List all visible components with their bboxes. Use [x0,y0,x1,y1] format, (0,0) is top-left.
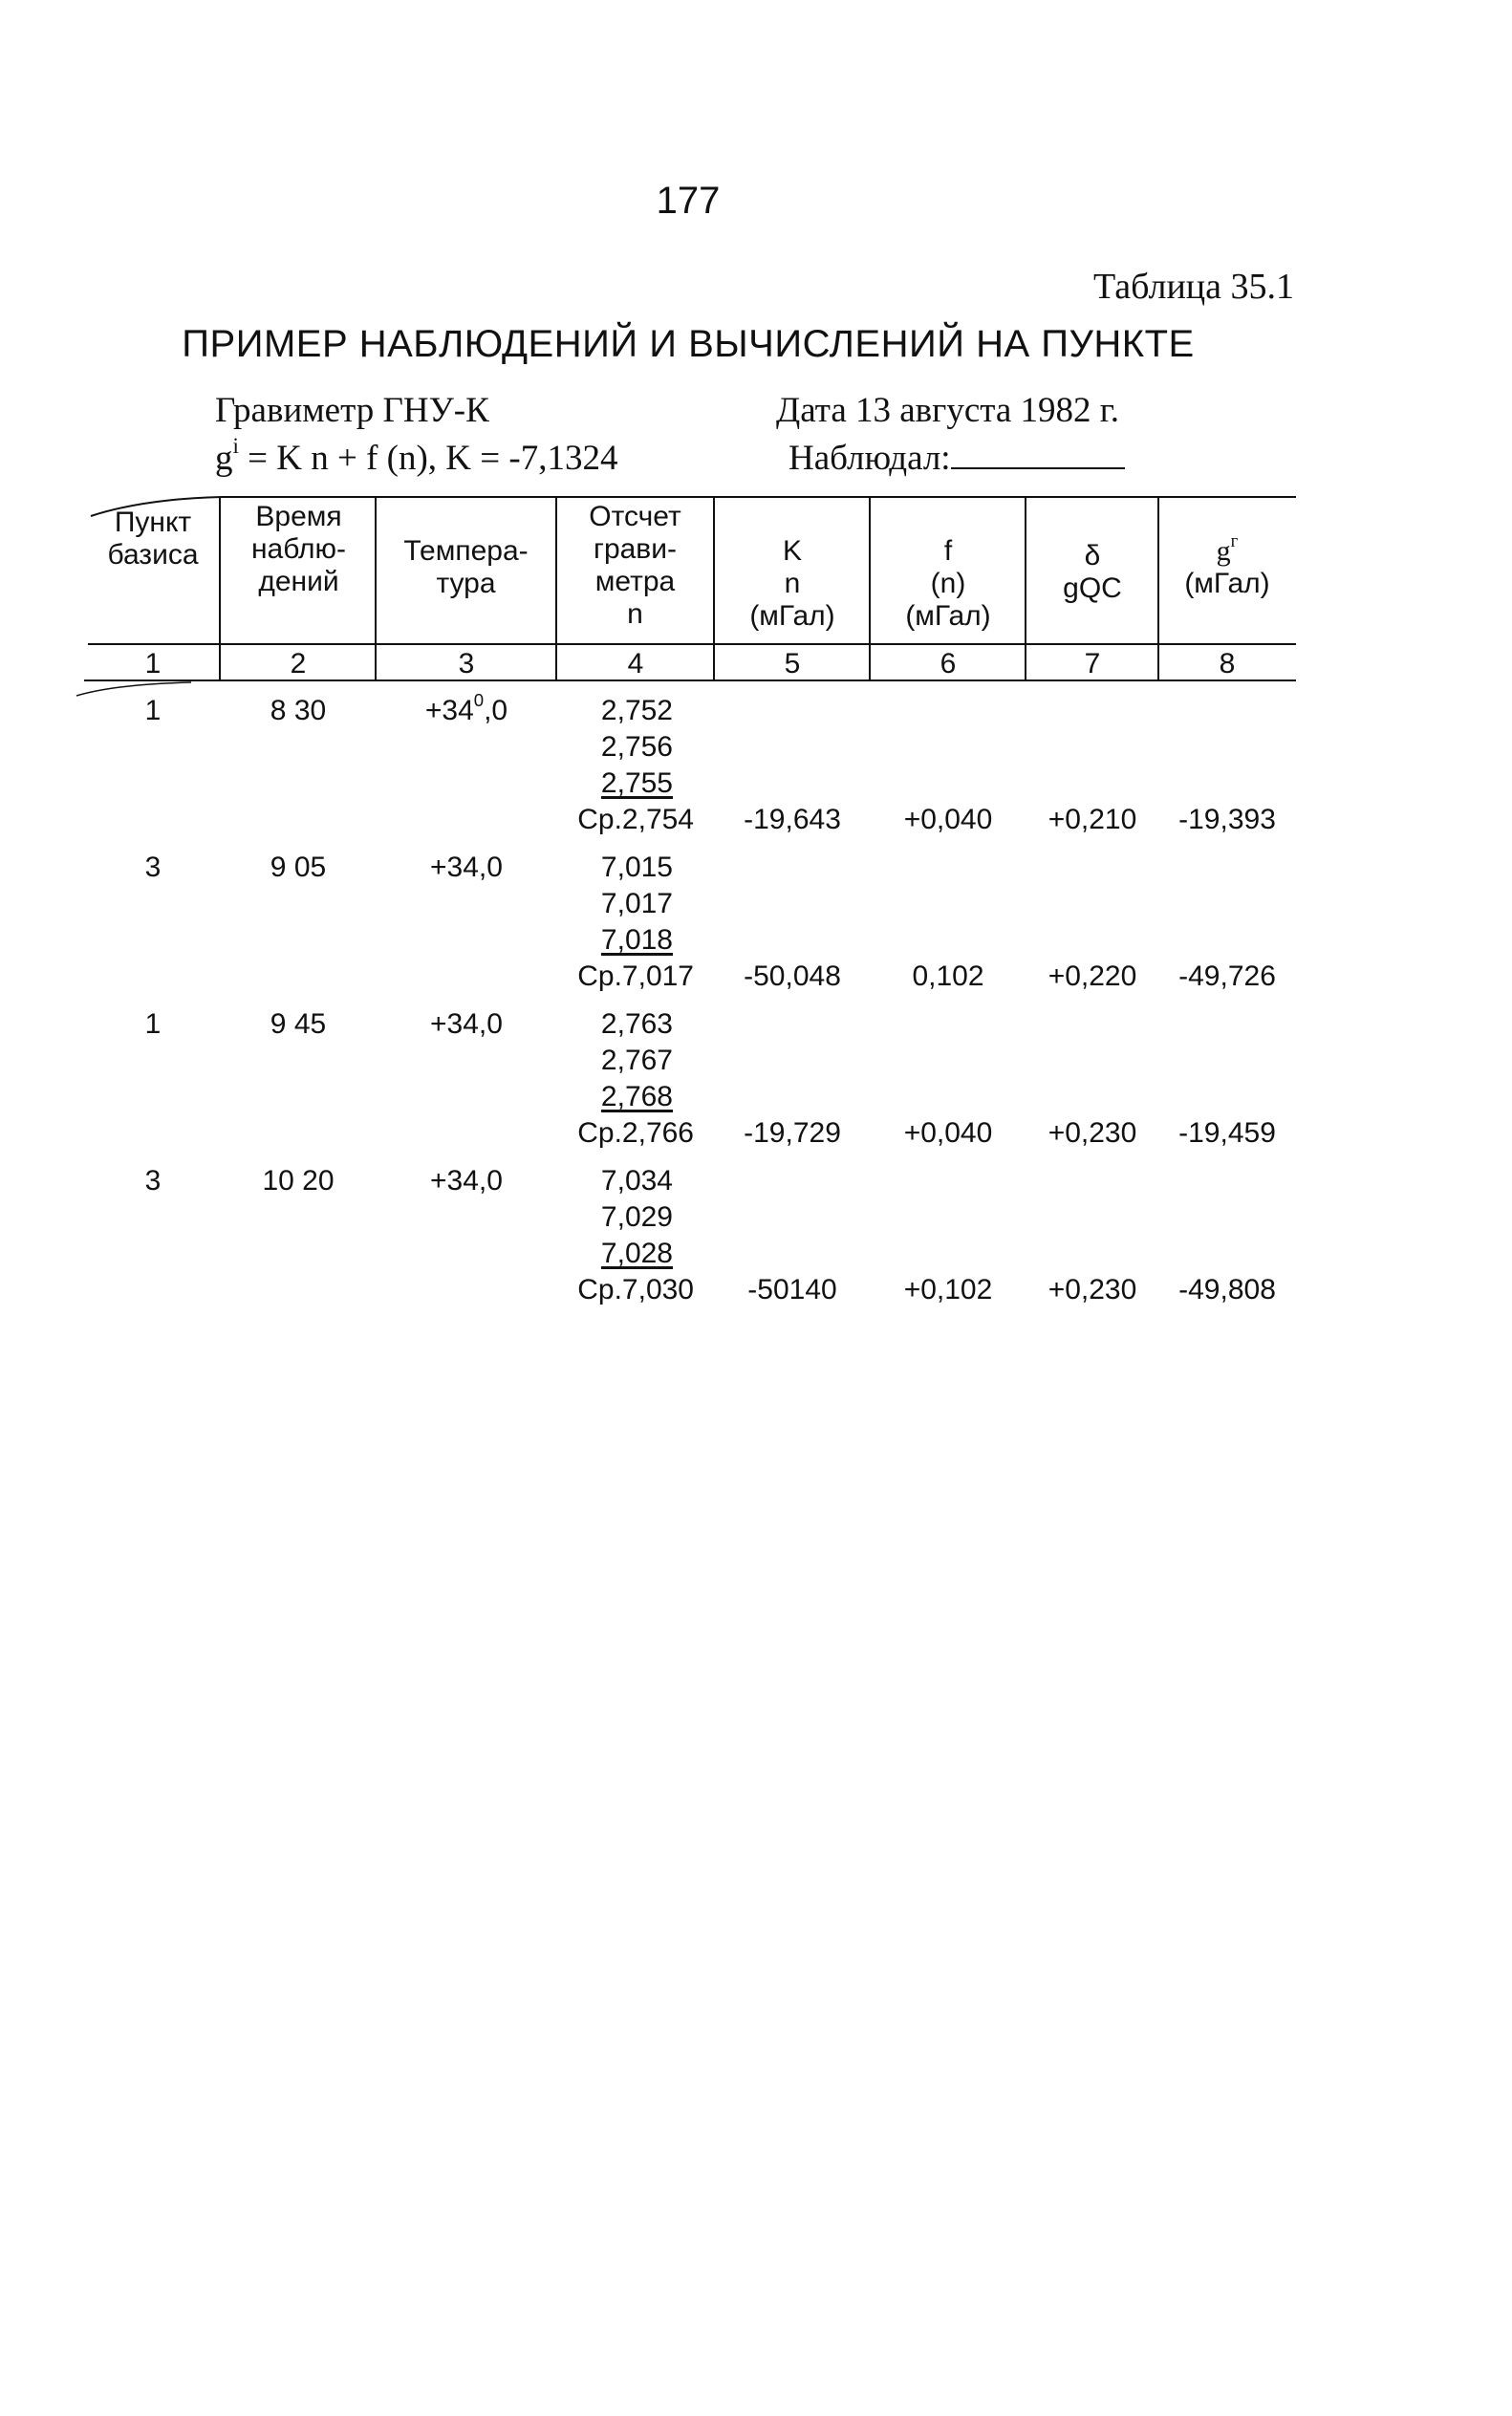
row-temperature [378,851,555,885]
reading-1: 2,752 [600,695,673,726]
row-time: 8 30 [270,695,327,726]
col-number-8: 8 [1219,648,1236,680]
row-point: 1 [144,695,162,726]
row-point: 1 [144,1008,162,1040]
reading-2: 7,017 [600,888,673,919]
row-temperature-value: +34 [424,695,474,726]
row-temperature-value: +34,0 [430,1165,503,1197]
reading-mean: Ср.2,754 [577,804,694,835]
row-temperature-value: +34,0 [430,852,503,883]
row-temperature-tail: ,0 [484,695,508,726]
reading-3: 2,768 [600,1081,673,1112]
row-time: 9 05 [270,852,327,883]
row-kn: -19,643 [744,804,841,835]
header-g-superscript: г [1230,531,1239,552]
reading-3: 2,755 [600,767,673,799]
row-g: -19,393 [1178,804,1276,835]
header-g-unit: (мГал) [1184,568,1270,599]
col-number-6: 6 [940,648,957,680]
reading-3: 7,028 [600,1238,673,1269]
header-g-letter: g [1216,535,1231,567]
page-number: 177 [656,180,721,222]
reading-2: 2,756 [600,731,673,763]
reading-mean: Ср.2,766 [577,1117,694,1149]
reading-1: 2,763 [600,1008,673,1040]
formula-rest: = K n + f (n), K = -7,1324 [238,439,618,478]
row-time: 10 20 [262,1165,335,1197]
gravimeter-label: Гравиметр ГНУ-К [215,391,489,430]
row-dg: +0,210 [1048,804,1137,835]
col-number-5: 5 [784,648,801,680]
row-g: -49,726 [1178,960,1276,992]
reading-1: 7,015 [600,852,673,883]
row-point: 3 [144,1165,162,1197]
row-fn: 0,102 [912,960,984,992]
row-dg: +0,230 [1048,1274,1137,1305]
col-number-3: 3 [458,648,475,680]
row-temperature [378,1007,555,1042]
header-dg: δ gQC [1063,540,1122,604]
row-kn: -19,729 [744,1117,841,1149]
header-g [1162,531,1292,600]
row-dg: +0,220 [1048,960,1137,992]
row-fn: +0,040 [903,1117,993,1149]
row-g: -19,459 [1178,1117,1276,1149]
header-reading: Отсчет грави- метра n [589,501,681,630]
header-kn: K n (мГал) [749,535,835,632]
observer-label: Наблюдал: [788,439,951,478]
formula-g: g [215,439,233,478]
row-kn: -50,048 [744,960,841,992]
observation-date: Дата 13 августа 1982 г. [776,391,1120,430]
reading-2: 7,029 [600,1201,673,1233]
table-label: Таблица 35.1 [1092,267,1294,307]
row-fn: +0,040 [903,804,993,835]
col-number-1: 1 [144,648,162,680]
reading-mean: Ср.7,030 [577,1274,694,1305]
col-number-4: 4 [627,648,644,680]
col-number-2: 2 [290,648,307,680]
row-kn: -50140 [747,1274,837,1305]
header-fn: f (n) (мГал) [905,535,991,632]
row-temperature-value: +34,0 [430,1008,503,1040]
row-g: -49,808 [1178,1274,1276,1305]
reading-2: 2,767 [600,1045,673,1076]
header-point: Пункт базиса [107,507,199,571]
reading-1: 7,034 [600,1165,673,1197]
header-time: Время наблю- дений [250,501,347,597]
formula-superscript: i [232,433,239,458]
reading-mean: Ср.7,017 [577,960,694,992]
header-g-symbol [1162,531,1292,568]
reading-3: 7,018 [600,924,673,956]
row-temperature [378,690,555,728]
row-temperature [378,1164,555,1198]
row-fn: +0,102 [903,1274,993,1305]
col-number-7: 7 [1084,648,1101,680]
row-point: 3 [144,852,162,883]
row-dg: +0,230 [1048,1117,1137,1149]
header-temperature: Темпера- тура [403,535,529,599]
document-title: ПРИМЕР НАБЛЮДЕНИЙ И ВЫЧИСЛЕНИЙ НА ПУНКТЕ [182,323,1195,365]
row-time: 9 45 [270,1008,327,1040]
degree-superscript: 0 [473,690,485,711]
